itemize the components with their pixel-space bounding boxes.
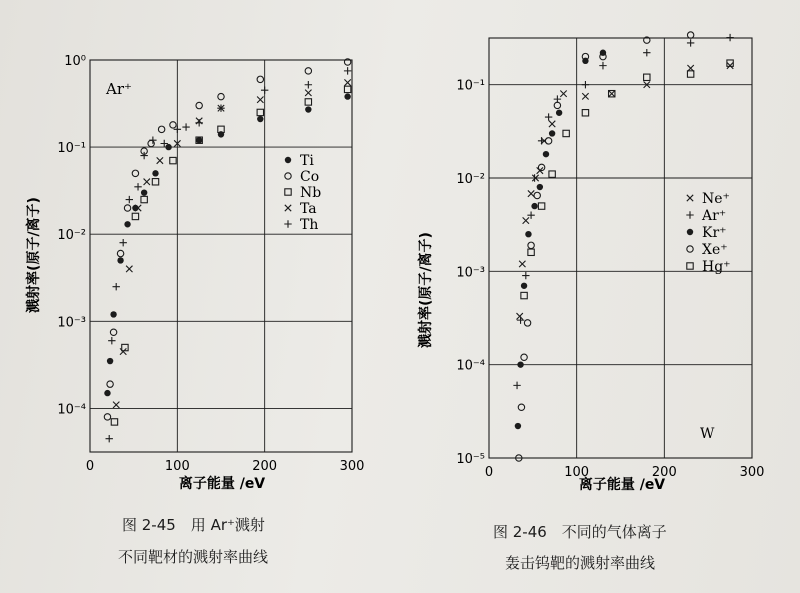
legend-label: Xe⁺: [702, 242, 728, 258]
data-point: [305, 90, 311, 96]
data-point: [182, 123, 189, 130]
data-point: [261, 87, 268, 94]
series-1: [516, 62, 733, 319]
data-point: [687, 32, 693, 38]
data-point: [518, 404, 524, 410]
x-tick-label: 100: [564, 465, 590, 480]
data-point: [126, 266, 132, 272]
data-point: [528, 190, 534, 196]
data-point: [513, 382, 520, 389]
legend-marker: [686, 211, 693, 218]
data-point: [158, 126, 164, 132]
legend-marker: [687, 229, 693, 235]
legend-label: Ar⁺: [702, 208, 727, 224]
data-point: [141, 189, 147, 195]
y-tick-label: 10⁰: [64, 54, 86, 69]
data-point: [257, 116, 263, 122]
y-tick-label: 10⁻³: [57, 315, 86, 331]
data-point: [305, 81, 312, 88]
data-point: [257, 76, 263, 82]
data-point: [609, 91, 615, 97]
data-point: [519, 261, 525, 267]
data-point: [643, 49, 650, 56]
data-point: [517, 361, 523, 367]
x-tick-label: 0: [85, 459, 95, 474]
y-tick-label: 10⁻¹: [57, 141, 86, 157]
data-point: [523, 217, 529, 223]
data-point: [344, 86, 350, 92]
data-point: [113, 402, 119, 408]
data-point: [549, 121, 555, 127]
x-tick-label: 200: [252, 459, 278, 474]
legend-label: Th: [300, 217, 319, 233]
legend-marker: [284, 220, 291, 227]
x-tick-label: 0: [484, 465, 494, 480]
data-point: [582, 81, 589, 88]
data-point: [545, 138, 551, 144]
data-point: [170, 122, 176, 128]
data-point: [524, 320, 530, 326]
caption-left-line2: 不同靶材的溅射率曲线: [118, 548, 269, 566]
data-point: [119, 239, 126, 246]
data-point: [108, 337, 115, 344]
data-point: [560, 91, 566, 97]
legend-label: Co: [300, 169, 320, 185]
x-tick-label: 100: [164, 459, 190, 474]
legend-marker: [285, 205, 291, 211]
series-4: [516, 32, 694, 461]
data-point: [124, 221, 130, 227]
data-point: [152, 170, 158, 176]
data-point: [549, 130, 555, 136]
data-point: [106, 435, 113, 442]
data-point: [582, 110, 588, 116]
data-point: [305, 106, 311, 112]
series-2: [104, 59, 351, 420]
chart-2: [417, 32, 764, 493]
y-tick-label: 10⁻⁴: [456, 358, 485, 374]
y-tick-label: 10⁻⁴: [57, 402, 86, 418]
data-point: [599, 62, 606, 69]
data-point: [117, 250, 123, 256]
y-axis-label: 溅射率(原子/离子): [26, 197, 42, 313]
data-point: [344, 79, 350, 85]
data-point: [218, 93, 224, 99]
data-point: [110, 311, 116, 317]
data-point: [117, 257, 123, 263]
data-point: [141, 196, 147, 202]
data-point: [528, 242, 534, 248]
legend-label: Ne⁺: [702, 191, 730, 207]
data-point: [528, 249, 534, 255]
chart-1: [25, 54, 364, 492]
data-point: [522, 272, 529, 279]
legend-label: Ta: [300, 201, 317, 217]
data-point: [157, 157, 163, 163]
data-point: [534, 192, 540, 198]
data-point: [525, 231, 531, 237]
data-point: [107, 381, 113, 387]
data-point: [543, 151, 549, 157]
plot-frame: [90, 60, 352, 452]
data-point: [531, 174, 538, 181]
legend-label: Ti: [300, 153, 314, 169]
data-point: [165, 144, 171, 150]
legend-marker: [687, 246, 693, 252]
data-point: [132, 213, 138, 219]
y-tick-label: 10⁻²: [456, 172, 485, 187]
chart-title: W: [700, 426, 715, 442]
y-axis-label: 溅射率(原子/离子): [418, 232, 434, 348]
data-point: [144, 179, 150, 185]
data-point: [104, 390, 110, 396]
series-1: [104, 93, 351, 396]
data-point: [149, 137, 156, 144]
data-point: [582, 93, 588, 99]
data-point: [170, 157, 176, 163]
legend-marker: [687, 263, 693, 269]
data-point: [132, 170, 138, 176]
data-point: [515, 423, 521, 429]
data-point: [687, 39, 694, 46]
data-point: [344, 67, 351, 74]
data-point: [687, 71, 693, 77]
data-point: [644, 74, 650, 80]
y-tick-label: 10⁻¹: [456, 78, 485, 94]
data-point: [120, 348, 126, 354]
data-point: [516, 313, 522, 319]
data-point: [107, 358, 113, 364]
data-point: [111, 419, 117, 425]
data-point: [549, 171, 555, 177]
data-point: [152, 179, 158, 185]
caption-right-line1: 图 2-46 不同的气体离子: [493, 523, 667, 541]
legend-marker: [285, 157, 291, 163]
data-point: [538, 203, 544, 209]
caption-right-line2: 轰击钨靶的溅射率曲线: [505, 554, 656, 572]
y-tick-label: 10⁻⁵: [456, 452, 485, 467]
series-2: [513, 34, 733, 389]
data-point: [538, 137, 545, 144]
data-point: [196, 102, 202, 108]
data-point: [113, 283, 120, 290]
data-point: [521, 283, 527, 289]
legend-marker: [285, 173, 291, 179]
series-4: [113, 79, 351, 408]
data-point: [124, 205, 130, 211]
data-point: [174, 126, 181, 133]
data-point: [104, 414, 110, 420]
y-tick-label: 10⁻²: [57, 228, 86, 244]
data-point: [196, 137, 202, 143]
x-tick-label: 300: [739, 465, 765, 480]
data-point: [556, 110, 562, 116]
series-5: [106, 67, 352, 442]
legend-marker: [687, 195, 693, 201]
data-point: [563, 130, 569, 136]
data-point: [305, 68, 311, 74]
data-point: [727, 62, 733, 68]
data-point: [134, 183, 141, 190]
x-tick-label: 300: [339, 459, 365, 474]
y-tick-label: 10⁻³: [456, 265, 485, 281]
data-point: [531, 203, 537, 209]
data-point: [726, 34, 733, 41]
chart-title: Ar⁺: [106, 80, 132, 98]
data-point: [257, 109, 263, 115]
data-point: [554, 102, 560, 108]
data-point: [110, 329, 116, 335]
legend-label: Nb: [300, 185, 322, 201]
legend-label: Kr⁺: [702, 225, 727, 241]
legend-label: Hg⁺: [702, 259, 731, 275]
data-point: [344, 93, 350, 99]
x-tick-label: 200: [651, 465, 677, 480]
x-axis-label: 离子能量 /eV: [578, 477, 666, 493]
data-point: [195, 119, 202, 126]
legend-marker: [285, 189, 291, 195]
data-point: [545, 113, 552, 120]
series-3: [111, 86, 351, 425]
caption-left-line1: 图 2-45 用 Ar⁺溅射: [122, 516, 265, 534]
data-point: [305, 99, 311, 105]
data-point: [537, 184, 543, 190]
data-point: [257, 97, 263, 103]
data-point: [126, 196, 133, 203]
data-point: [521, 354, 527, 360]
x-axis-label: 离子能量 /eV: [178, 476, 266, 492]
data-point: [521, 292, 527, 298]
